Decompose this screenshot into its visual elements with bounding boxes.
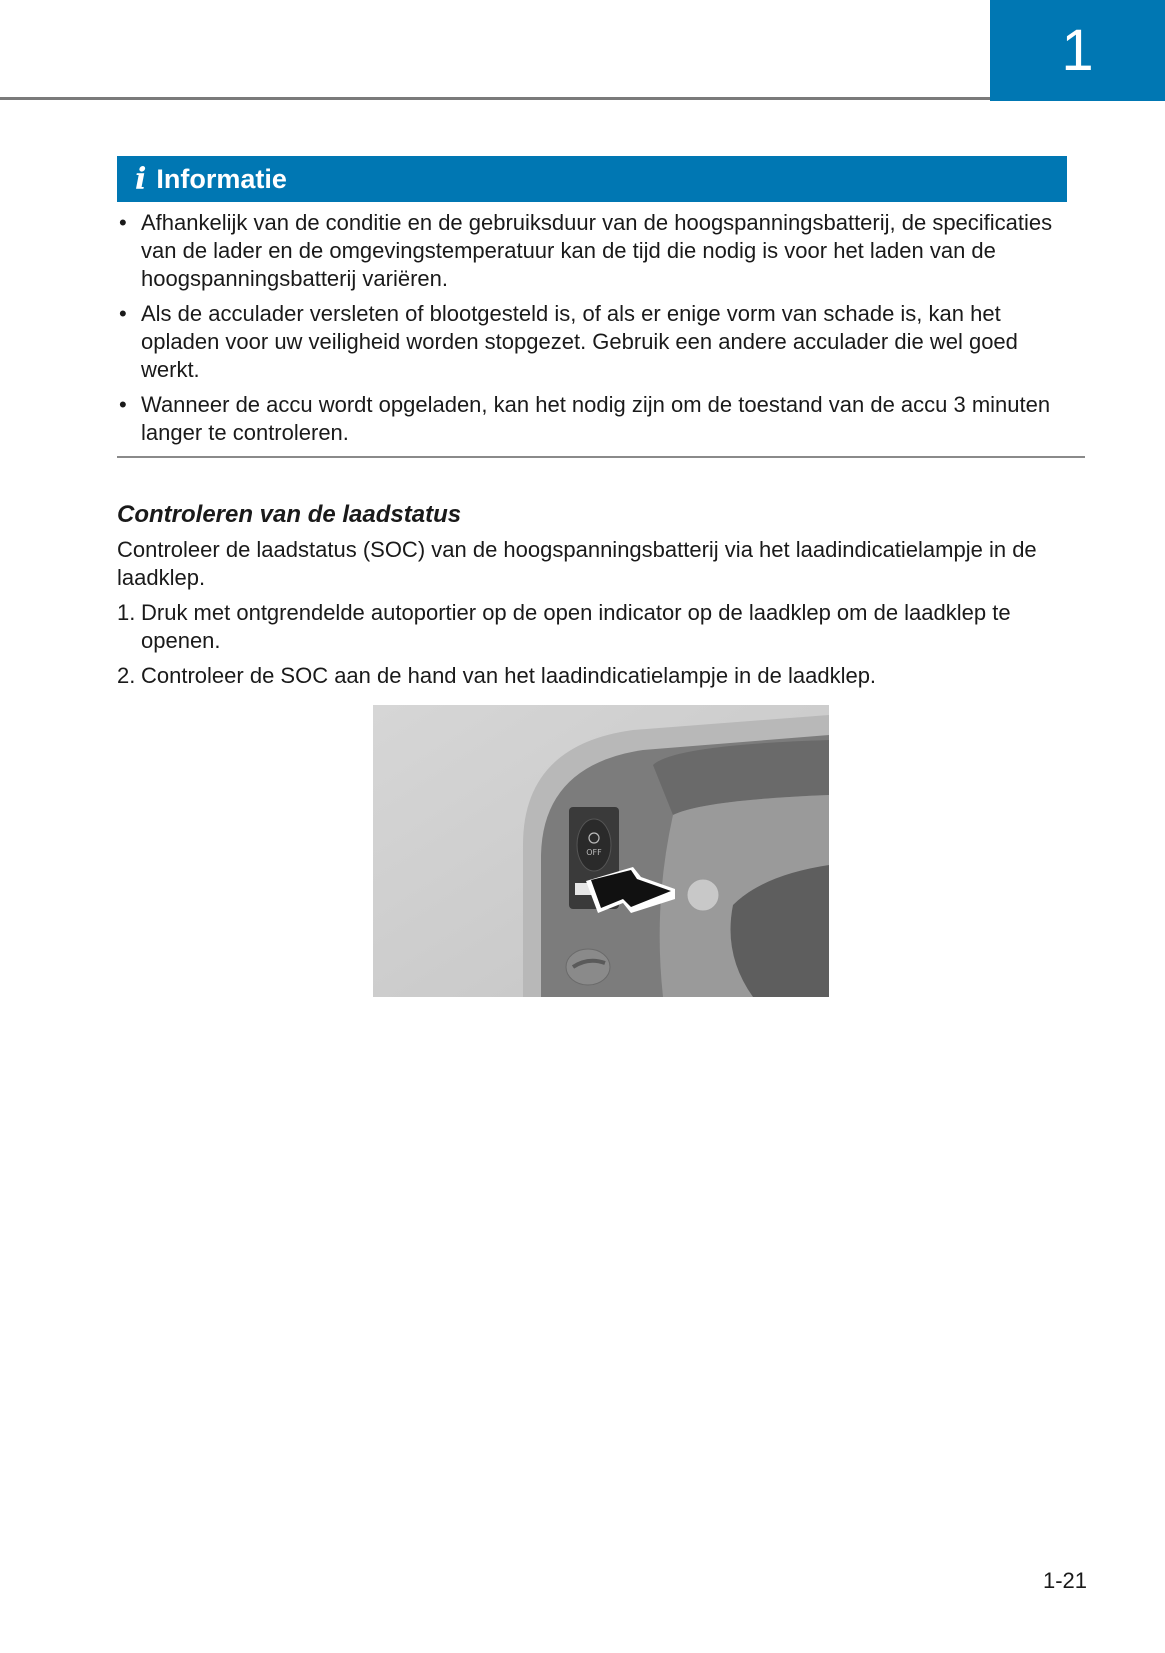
info-bullet-text: Wanneer de accu wordt opgeladen, kan het nodig zijn om de toestand van de accu 3 minuten langer te controleren.: [141, 392, 1051, 445]
chapter-number: 1: [1061, 18, 1094, 83]
section-title: Controleren van de laadstatus: [117, 501, 462, 528]
info-header: [117, 156, 1067, 202]
info-divider: [117, 456, 1085, 458]
info-bullet: [117, 300, 1067, 384]
section-intro: Controleer de laadstatus (SOC) van de hoogspanningsbatterij via het laadindicatielampje in de laadklep.: [117, 537, 1037, 590]
info-icon: i: [135, 161, 147, 197]
charging-door-illustration: [373, 705, 829, 997]
info-bullet-text: Afhankelijk van de conditie en de gebruiksduur van de hoogspanningsbatterij, de specificaties van de lader en de omgevingstemperatuur kan de tijd die nodig is voor het laden van de hoogspanningsbatterij variëren.: [141, 210, 1053, 291]
step-item: [117, 662, 1077, 690]
info-title: Informatie: [156, 163, 287, 194]
info-bullet-text: Als de acculader versleten of blootgesteld is, of als er enige vorm van schade is, kan het opladen voor uw veiligheid worden stopgezet. Gebruik een andere acculader die wel goed werkt.: [141, 301, 1018, 382]
header-rule: [0, 97, 990, 100]
section-charge-status: [117, 500, 1077, 697]
bullet-icon: •: [119, 392, 127, 417]
step-number: 1.: [117, 600, 136, 625]
step-text: Druk met ontgrendelde autoportier op de open indicator op de laadklep om de laadklep te openen.: [141, 600, 1011, 653]
chapter-tab: [990, 0, 1165, 101]
step-item: [117, 599, 1077, 655]
door-latch: [566, 949, 610, 985]
page-number: 1-21: [1043, 1568, 1088, 1593]
info-bullet: [117, 391, 1067, 447]
step-number: 2.: [117, 663, 136, 688]
bullet-icon: •: [119, 301, 127, 326]
bolt-cap: [687, 879, 719, 911]
charging-door-figure: [373, 705, 829, 997]
off-button-label: OFF: [586, 848, 602, 857]
info-box: [117, 156, 1067, 458]
step-text: Controleer de SOC aan de hand van het laadindicatielampje in de laadklep.: [141, 663, 877, 688]
off-button: [577, 819, 611, 871]
bullet-icon: •: [119, 210, 127, 235]
info-bullet-list: [117, 209, 1067, 447]
info-bullet: [117, 209, 1067, 293]
step-list: [117, 599, 1077, 690]
